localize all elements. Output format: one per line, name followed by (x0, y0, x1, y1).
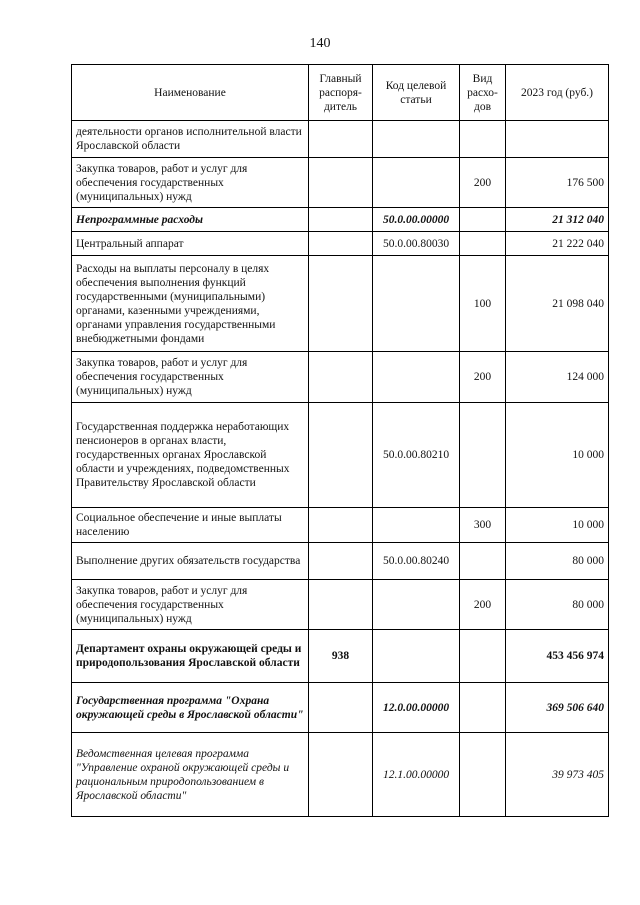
header-sum: 2023 год (руб.) (506, 65, 609, 121)
cell-vr: 200 (460, 352, 506, 403)
cell-code: 50.0.00.80210 (373, 403, 460, 508)
cell-sum: 21 312 040 (506, 208, 609, 232)
cell-code (373, 630, 460, 683)
cell-gr (309, 508, 373, 543)
cell-sum: 80 000 (506, 543, 609, 580)
cell-sum: 21 222 040 (506, 232, 609, 256)
table-row (72, 352, 609, 403)
cell-vr (460, 683, 506, 733)
cell-code: 12.1.00.00000 (373, 733, 460, 817)
cell-code: 50.0.00.00000 (373, 208, 460, 232)
table-row (72, 580, 609, 630)
table-row (72, 733, 609, 817)
cell-name: Государственная программа "Охрана окружающей среды в Ярославской области" (72, 683, 309, 733)
cell-vr: 300 (460, 508, 506, 543)
table-row (72, 121, 609, 158)
cell-code (373, 158, 460, 208)
cell-name: Закупка товаров, работ и услуг для обеспечения государственных (муниципальных) нужд (72, 580, 309, 630)
cell-gr (309, 256, 373, 352)
cell-vr (460, 403, 506, 508)
table-row (72, 630, 609, 683)
table-header-row (72, 65, 609, 121)
cell-sum: 124 000 (506, 352, 609, 403)
cell-vr (460, 630, 506, 683)
cell-code: 12.0.00.00000 (373, 683, 460, 733)
cell-gr (309, 683, 373, 733)
cell-name: Центральный аппарат (72, 232, 309, 256)
cell-vr (460, 543, 506, 580)
table-row (72, 508, 609, 543)
cell-sum: 10 000 (506, 508, 609, 543)
cell-name: Департамент охраны окружающей среды и природопользования Ярославской области (72, 630, 309, 683)
cell-sum: 369 506 640 (506, 683, 609, 733)
table-row (72, 683, 609, 733)
cell-vr (460, 733, 506, 817)
cell-code: 50.0.00.80240 (373, 543, 460, 580)
table-row (72, 403, 609, 508)
cell-code (373, 256, 460, 352)
cell-gr (309, 208, 373, 232)
table-row (72, 208, 609, 232)
header-vr: Вид расхо-дов (460, 65, 506, 121)
cell-name: Закупка товаров, работ и услуг для обеспечения государственных (муниципальных) нужд (72, 158, 309, 208)
cell-sum: 39 973 405 (506, 733, 609, 817)
cell-name: деятельности органов исполнительной власти Ярославской области (72, 121, 309, 158)
cell-name: Социальное обеспечение и иные выплаты населению (72, 508, 309, 543)
cell-name: Ведомственная целевая программа "Управление охраной окружающей среды и рациональным природопользованием в Ярославской области" (72, 733, 309, 817)
cell-name: Выполнение других обязательств государства (72, 543, 309, 580)
cell-gr (309, 733, 373, 817)
cell-code: 50.0.00.80030 (373, 232, 460, 256)
cell-gr (309, 121, 373, 158)
cell-name: Непрограммные расходы (72, 208, 309, 232)
cell-vr (460, 208, 506, 232)
cell-gr (309, 158, 373, 208)
page-number: 140 (309, 36, 331, 51)
table-row (72, 158, 609, 208)
table-row (72, 256, 609, 352)
cell-name: Государственная поддержка неработающих пенсионеров в органах власти, государственных органах Ярославской области и учреждениях, подведомственных Правительству Ярославской области (72, 403, 309, 508)
header-code: Код целевой статьи (373, 65, 460, 121)
budget-table (71, 64, 609, 817)
cell-code (373, 121, 460, 158)
cell-vr: 200 (460, 580, 506, 630)
cell-sum: 453 456 974 (506, 630, 609, 683)
cell-code (373, 580, 460, 630)
cell-name: Закупка товаров, работ и услуг для обеспечения государственных (муниципальных) нужд (72, 352, 309, 403)
header-gr: Главный распоря-дитель (309, 65, 373, 121)
cell-code (373, 352, 460, 403)
cell-vr (460, 121, 506, 158)
cell-sum: 21 098 040 (506, 256, 609, 352)
cell-name: Расходы на выплаты персоналу в целях обеспечения выполнения функций государственными (муниципальными) органами, казенными учреждениями, органами управления государственными внебюджетными фондами (72, 256, 309, 352)
cell-code (373, 508, 460, 543)
cell-vr: 200 (460, 158, 506, 208)
cell-vr: 100 (460, 256, 506, 352)
table-row (72, 543, 609, 580)
cell-sum: 176 500 (506, 158, 609, 208)
table-row (72, 232, 609, 256)
cell-gr (309, 352, 373, 403)
cell-gr (309, 543, 373, 580)
cell-gr (309, 403, 373, 508)
cell-gr (309, 580, 373, 630)
cell-sum: 80 000 (506, 580, 609, 630)
cell-sum: 10 000 (506, 403, 609, 508)
header-name: Наименование (72, 65, 309, 121)
cell-gr (309, 232, 373, 256)
cell-vr (460, 232, 506, 256)
cell-sum (506, 121, 609, 158)
cell-gr: 938 (309, 630, 373, 683)
